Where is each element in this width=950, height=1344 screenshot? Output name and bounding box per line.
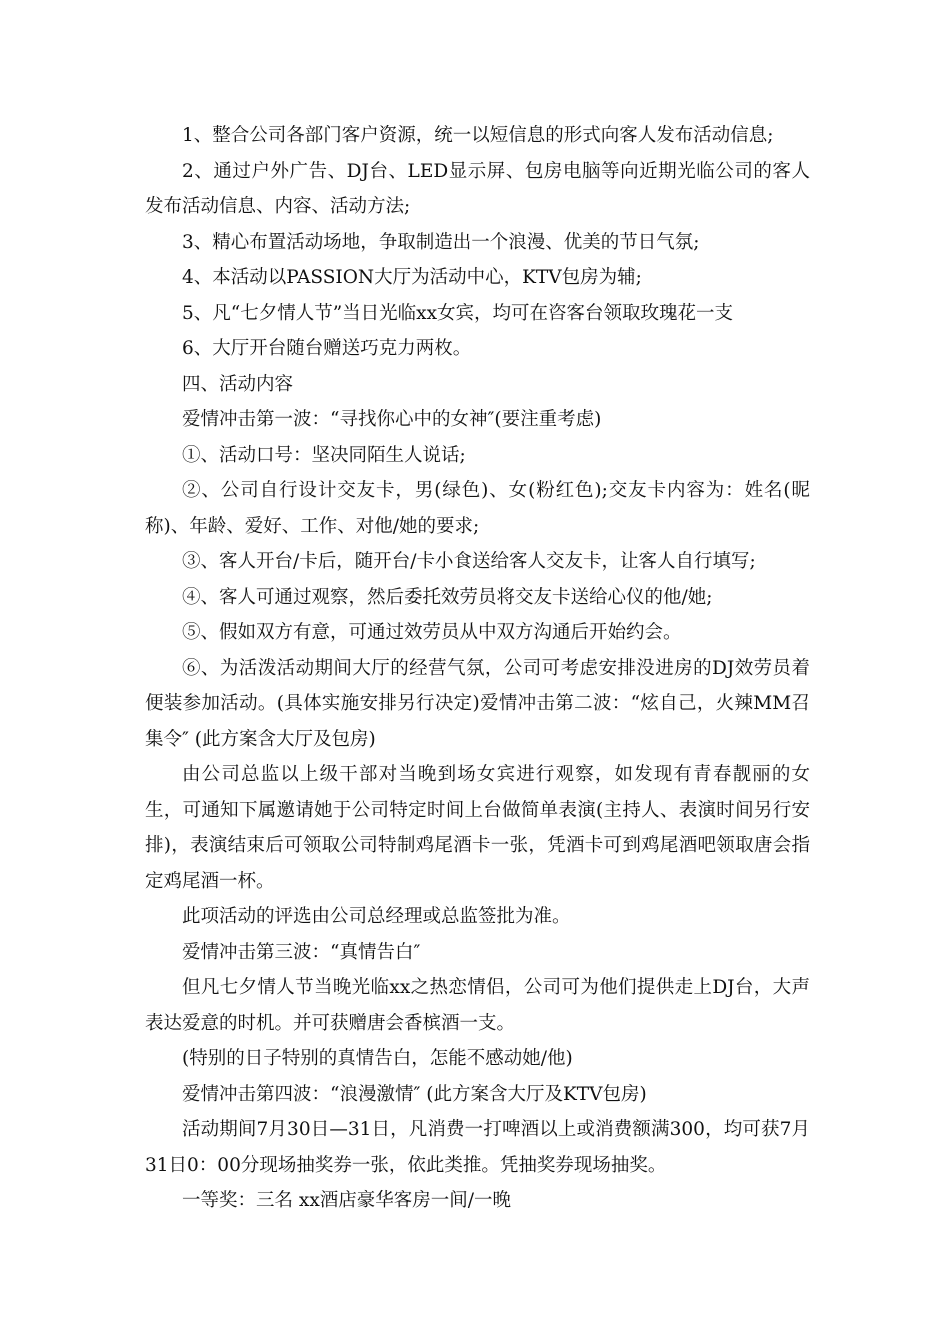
wave-1-heading: 爱情冲击第一波：“寻找你心中的女神″(要注重考虑)	[182, 409, 602, 430]
item-1-integrate-customers: 1、整合公司各部门客户资源，统一以短信息的形式向客人发布活动信息;	[182, 125, 774, 146]
wave-1-item-dating: ⑤、假如双方有意，可通过效劳员从中双方沟通后开始约会。	[182, 622, 682, 643]
section-heading-activity-content: 四、活动内容	[182, 373, 294, 395]
item-5-rose-gift: 5、凡“七夕情人节”当日光临xx女宾，均可在咨客台领取玫瑰花一支	[182, 302, 734, 324]
wave-3-note: (特别的日子特别的真情告白，怎能不感动她/他)	[182, 1048, 573, 1069]
wave-1-item-dj-participation: ⑥、为活泼活动期间大厅的经营气氛，公司可考虑安排没进房的DJ效劳员着便装参加活动。(具体实施安排另行决定)爱情冲击第二波：“炫自己，火辣MM召集令″ (此方案含大厅及包房)	[145, 657, 810, 750]
first-prize: 一等奖：三名 xx酒店豪华客房一间/一晚	[182, 1190, 511, 1211]
wave-1-item-card-distribution: ③、客人开台/卡后，随开台/卡小食送给客人交友卡，让客人自行填写;	[182, 551, 756, 572]
wave-4-body: 活动期间7月30日—31日，凡消费一打啤酒以上或消费额满300，均可获7月31日0：00分现场抽奖券一张，依此类推。凭抽奖券现场抽奖。	[145, 1119, 810, 1176]
wave-1-item-slogan: ①、活动口号：坚决同陌生人说话;	[182, 444, 466, 466]
item-2-advertising-channels: 2、通过户外广告、DJ台、LED显示屏、包房电脑等向近期光临公司的客人发布活动信息、内容、活动方法;	[145, 160, 810, 217]
item-6-chocolate-gift: 6、大厅开台随台赠送巧克力两枚。	[182, 338, 472, 359]
item-4-activity-center: 4、本活动以PASSION大厅为活动中心，KTV包房为辅;	[182, 267, 642, 288]
wave-1-item-observation: ④、客人可通过观察，然后委托效劳员将交友卡送给心仪的他/她;	[182, 586, 713, 608]
document-body	[145, 118, 810, 1219]
wave-4-heading: 爱情冲击第四波：“浪漫激情″ (此方案含大厅及KTV包房)	[182, 1083, 647, 1105]
wave-1-item-friend-card: ②、公司自行设计交友卡，男(绿色)、女(粉红色);交友卡内容为：姓名(昵称)、年龄、爱好、工作、对他/她的要求;	[145, 480, 810, 537]
wave-3-body: 但凡七夕情人节当晚光临xx之热恋情侣，公司可为他们提供走上DJ台，大声表达爱意的时机。并可获赠唐会香槟酒一支。	[145, 977, 810, 1034]
item-3-venue-decoration: 3、精心布置活动场地，争取制造出一个浪漫、优美的节日气氛;	[182, 231, 700, 253]
wave-2-selection-note: 此项活动的评选由公司总经理或总监签批为准。	[182, 906, 571, 927]
wave-3-heading: 爱情冲击第三波：“真情告白″	[182, 941, 421, 963]
wave-2-body: 由公司总监以上级干部对当晚到场女宾进行观察，如发现有青春靓丽的女生，可通知下属邀请她于公司特定时间上台做简单表演(主持人、表演时间另行安排)，表演结束后可领取公司特制鸡尾酒卡一张，凭酒卡可到鸡尾酒吧领取唐会指定鸡尾酒一杯。	[145, 764, 810, 892]
